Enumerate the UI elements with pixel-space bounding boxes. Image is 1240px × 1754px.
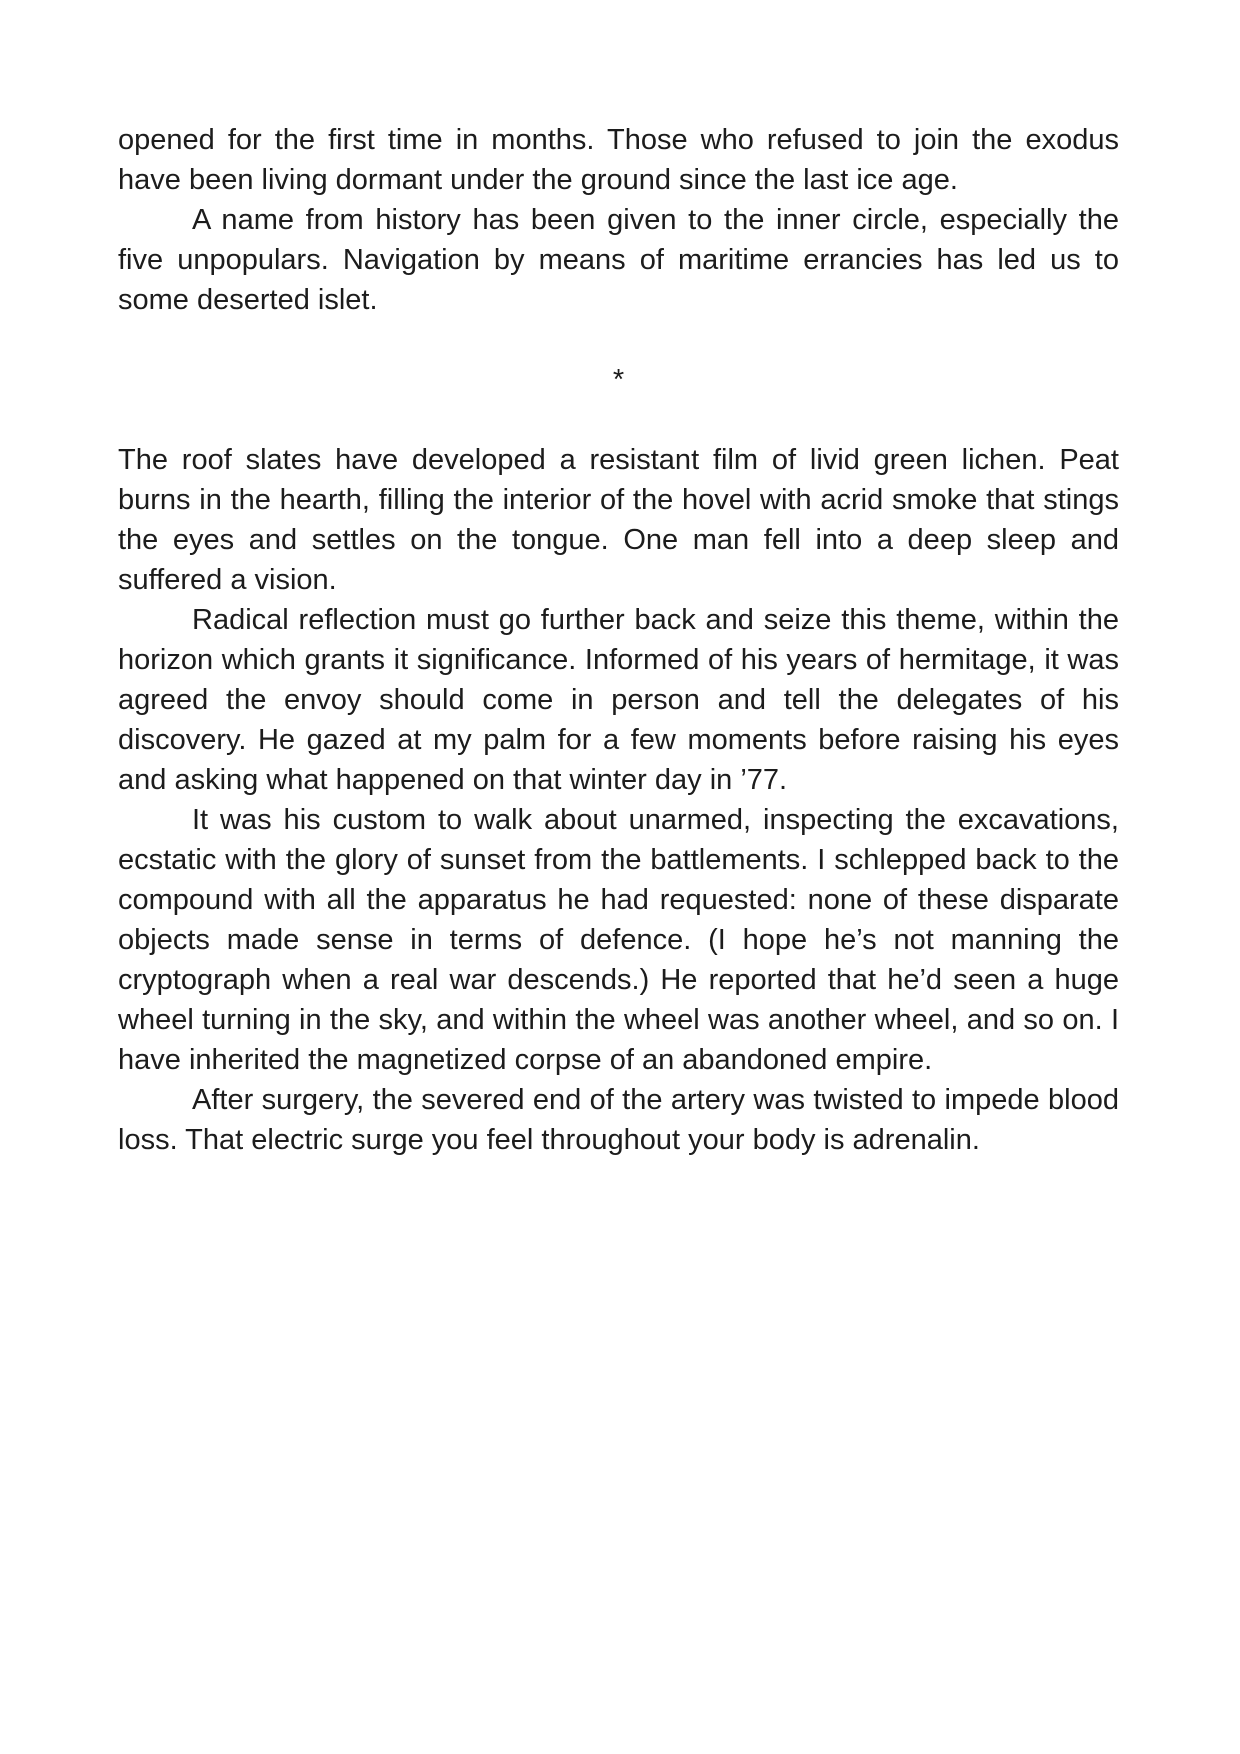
paragraph: After surgery, the severed end of the artery was twisted to impede blood loss. That electric surge you feel throughout your body is adrenalin.	[118, 1084, 1119, 1156]
paragraph: A name from history has been given to the inner circle, especially the five unpopulars. Navigation by means of maritime errancies has led us to some deserted islet.	[118, 204, 1119, 316]
paragraph: It was his custom to walk about unarmed, inspecting the excavations, ecstatic with the glory of sunset from the battlements. I schlepped back to the compound with all the apparatus he had requested: none of these disparate objects made sense in terms of defence. (I hope he’s not manning the cryptograph when a real war descends.) He reported that he’d seen a huge wheel turning in the sky, and within the wheel was another wheel, and so on. I have inherited the magnetized corpse of an abandoned empire.	[118, 804, 1119, 1076]
paragraph: opened for the first time in months. Those who refused to join the exodus have been living dormant under the ground since the last ice age.	[118, 124, 1119, 196]
page-body	[118, 120, 1119, 1160]
paragraph: The roof slates have developed a resistant film of livid green lichen. Peat burns in the hearth, filling the interior of the hovel with acrid smoke that stings the eyes and settles on the tongue. One man fell into a deep sleep and suffered a vision.	[118, 444, 1119, 596]
paragraph: Radical reflection must go further back and seize this theme, within the horizon which grants it significance. Informed of his years of hermitage, it was agreed the envoy should come in person and tell the delegates of his discovery. He gazed at my palm for a few moments before raising his eyes and asking what happened on that winter day in ’77.	[118, 604, 1119, 796]
section-separator: *	[612, 364, 625, 396]
